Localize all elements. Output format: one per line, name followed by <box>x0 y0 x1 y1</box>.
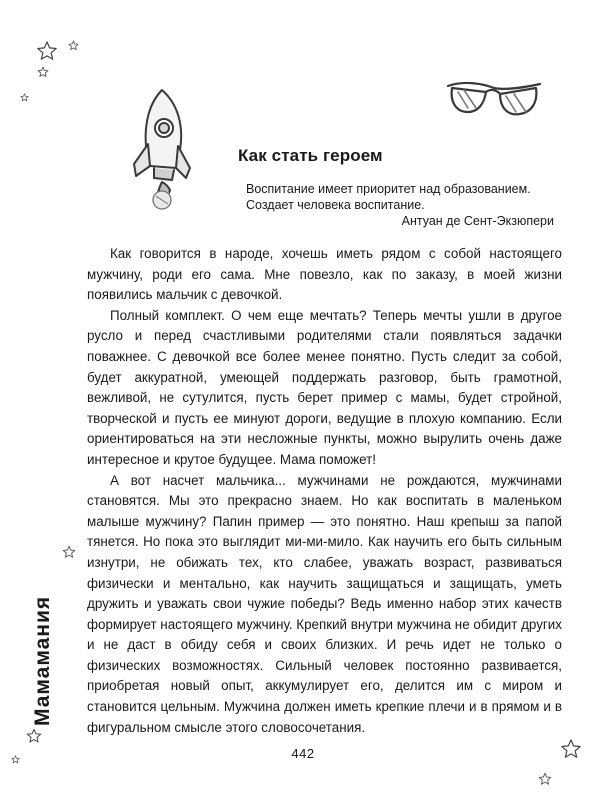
epigraph-line: Создает человека воспитание. <box>246 198 425 212</box>
rocket-icon <box>118 86 208 216</box>
star-icon <box>36 40 58 62</box>
paragraph: Как говорится в народе, хочешь иметь рядом с собой настоящего мужчину, роди его сама. Мне повезло, как по заказу, в моей жизни появились мальчик с девочкой. <box>87 246 562 303</box>
epigraph-line: Воспитание имеет приоритет над образованием. <box>246 182 531 196</box>
chapter-title: Как стать героем <box>238 146 383 165</box>
star-icon <box>62 545 76 559</box>
paragraph: Полный комплект. О чем еще мечтать? Теперь мечты ушли в другое русло и перед счастливыми родителями стали появляться задачки поважнее. С девочкой все более менее понятно. Пусть следит за собой, будет аккуратной, умеющей поддержать разговор, быть грамотной, вежливой, не сутулится, пусть берет пример с мамы, будет стройной, творческой и пусть ее минуют дороги, ведущие в плохую компанию. Если ориентироваться на эти несложные пункты, можно вырулить очень даже интересное и крутое будущее. Мама поможет! <box>87 307 562 467</box>
page-number: 442 <box>291 746 315 761</box>
star-icon <box>37 66 49 78</box>
paragraph: А вот насчет мальчика... мужчинами не рождаются, мужчинами становятся. Мы это прекрасно знаем. Но как воспитать в маленьком малыше мужчину? Папин пример — это понятно. Наш крепыш за папой тянется. Но пока это выглядит ми-ми-мило. Как научить его быть сильным изнутри, не обижать тех, кто слабее, уважать возраст, развиваться физически и ментально, как научить защищаться и защищать, уметь дружить и уважать свои чужие победы? Ведь именно набор этих качеств формирует настоящего мужчину. Крепкий внутри мужчина не обидит других и не даст в обиду себя и своих близких. И речь идет не только о физических возможностях. Сильный человек постоянно развивается, приобретая новый опыт, аккумулирует его, делится им с миром и становится цельным. Мужчина должен иметь крепкие плечи и в прямом и в фигуральном смысле этого словосочетания. <box>87 472 562 735</box>
body-text <box>87 244 562 738</box>
star-icon <box>26 728 42 744</box>
star-icon <box>20 93 29 102</box>
epigraph-author: Антуан де Сент-Экзюпери <box>401 214 554 228</box>
star-icon <box>538 772 552 786</box>
sunglasses-icon <box>444 72 544 130</box>
book-side-title: Мамамания <box>31 595 54 726</box>
star-icon <box>68 40 79 51</box>
epigraph <box>246 181 556 229</box>
